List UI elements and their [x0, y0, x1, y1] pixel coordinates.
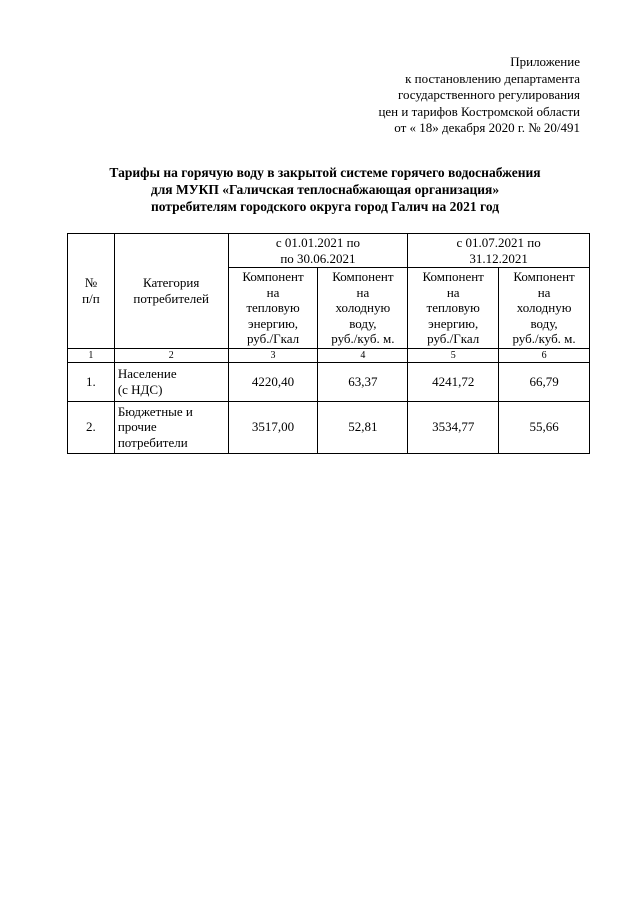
document-title — [60, 164, 590, 215]
column-number: 6 — [499, 348, 590, 362]
appendix-date-number: от « 18» декабря 2020 г. № 20/491 — [394, 120, 580, 135]
appendix-header — [300, 54, 580, 137]
header-num: № п/п — [68, 234, 115, 349]
row-cold-tariff-2: 66,79 — [499, 362, 590, 401]
header-heat-component-1: Компонент на тепловую энергию, руб./Гкал — [228, 268, 318, 349]
row-category: Население (с НДС) — [114, 362, 228, 401]
row-heat-tariff-2: 3534,77 — [408, 401, 499, 453]
header-period-1: с 01.01.2021 по по 30.06.2021 — [228, 234, 408, 268]
column-number-row — [68, 348, 590, 362]
appendix-region-line: цен и тарифов Костромской области — [378, 103, 580, 119]
header-row-periods — [68, 234, 590, 268]
column-number: 5 — [408, 348, 499, 362]
header-cold-component-1: Компонент на холодную воду, руб./куб. м. — [318, 268, 408, 349]
header-category: Категория потребителей — [114, 234, 228, 349]
appendix-resolution-line: к постановлению департамента — [405, 70, 580, 86]
row-cold-tariff-2: 55,66 — [499, 401, 590, 453]
row-cold-tariff-1: 63,37 — [318, 362, 408, 401]
row-category: Бюджетные и прочие потребители — [114, 401, 228, 453]
row-heat-tariff-1: 3517,00 — [228, 401, 318, 453]
column-number: 1 — [68, 348, 115, 362]
tariffs-table — [67, 233, 590, 454]
column-number: 3 — [228, 348, 318, 362]
header-period-2: с 01.07.2021 по 31.12.2021 — [408, 234, 590, 268]
header-cold-component-2: Компонент на холодную воду, руб./куб. м. — [499, 268, 590, 349]
column-number: 4 — [318, 348, 408, 362]
title-line-3: потребителям городского округа город Галич на 2021 год — [150, 199, 500, 214]
appendix-title: Приложение — [510, 54, 580, 69]
table-row — [68, 362, 590, 401]
title-line-1: Тарифы на горячую воду в закрытой системе горячего водоснабжения — [109, 165, 541, 180]
row-heat-tariff-1: 4220,40 — [228, 362, 318, 401]
row-num: 1. — [68, 362, 115, 401]
row-heat-tariff-2: 4241,72 — [408, 362, 499, 401]
title-line-2: для МУКП «Галичская теплоснабжающая организация» — [150, 182, 500, 197]
column-number: 2 — [114, 348, 228, 362]
table-row — [68, 401, 590, 453]
header-heat-component-2: Компонент на тепловую энергию, руб./Гкал — [408, 268, 499, 349]
row-cold-tariff-1: 52,81 — [318, 401, 408, 453]
row-num: 2. — [68, 401, 115, 453]
appendix-department-line: государственного регулирования — [397, 87, 580, 102]
